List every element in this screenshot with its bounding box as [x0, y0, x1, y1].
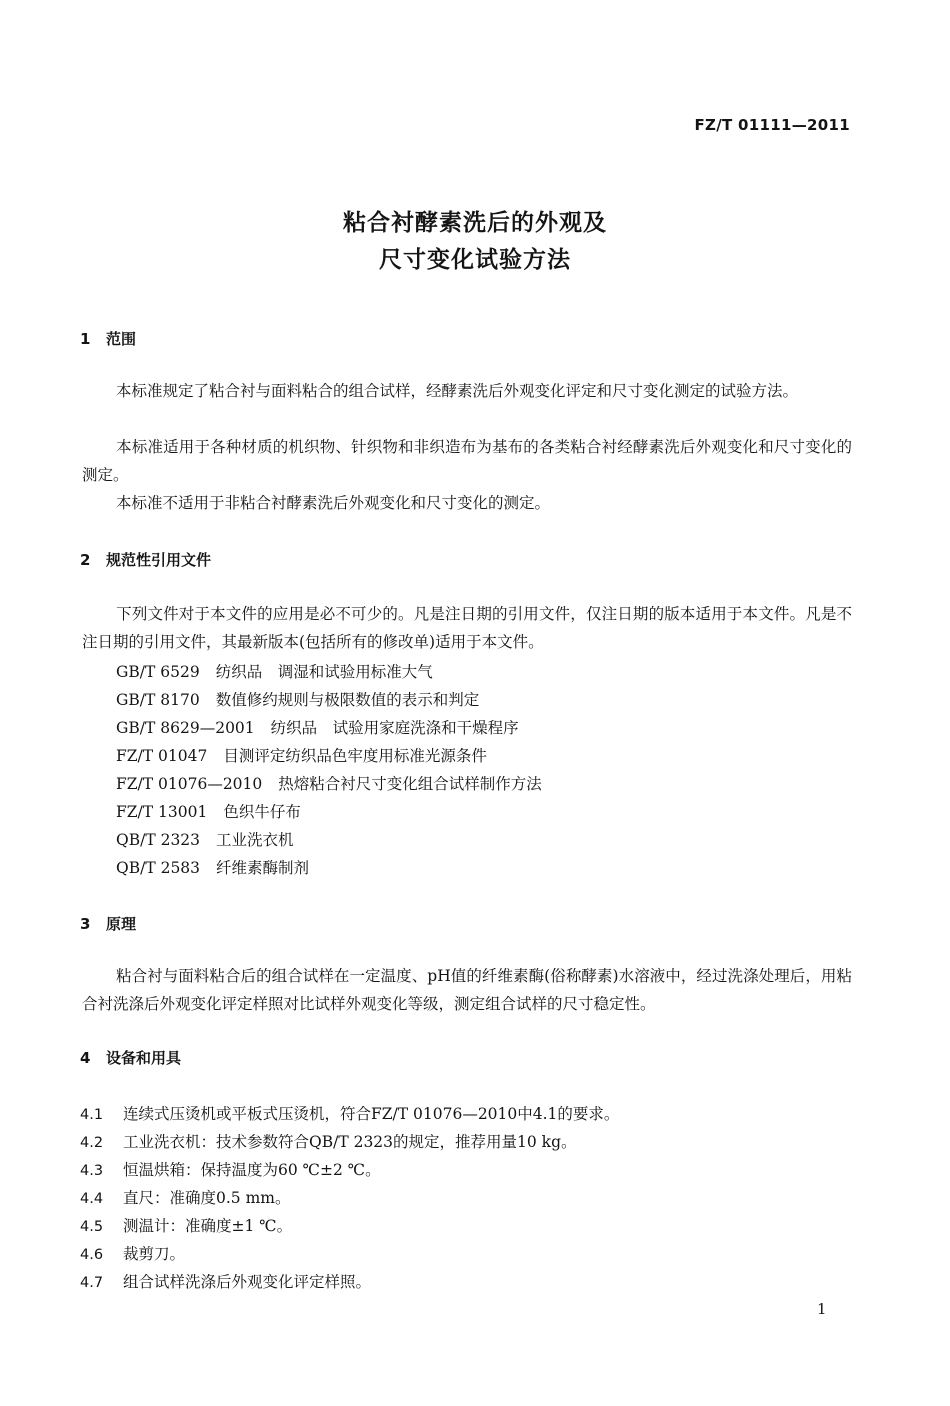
section-1-paragraph-3	[82, 489, 852, 517]
section-2-intro-text: 下列文件对于本文件的应用是必不可少的。凡是注日期的引用文件，仅注日期的版本适用于本文件。凡是不注日期的引用文件，其最新版本(包括所有的修改单)适用于本文件。	[82, 605, 852, 651]
section-4-heading	[80, 1047, 181, 1068]
reference-code: FZ/T 01047	[116, 747, 208, 765]
reference-code: GB/T 6529	[116, 663, 200, 681]
section-1-paragraph-1	[82, 377, 852, 405]
section-3-title: 原理	[106, 915, 137, 933]
equipment-item-text: 恒温烘箱：保持温度为60 ℃±2 ℃。	[123, 1161, 381, 1179]
reference-title: 纺织品 试验用家庭洗涤和干燥程序	[270, 719, 519, 737]
reference-title: 目测评定纺织品色牢度用标准光源条件	[223, 747, 487, 765]
equipment-item-number: 4.2	[80, 1135, 104, 1151]
section-2-intro	[82, 600, 852, 656]
section-1-heading	[80, 328, 136, 349]
equipment-item-number: 4.4	[80, 1191, 104, 1207]
reference-title: 纺织品 调湿和试验用标准大气	[215, 663, 433, 681]
section-3-paragraph-1-text: 粘合衬与面料粘合后的组合试样在一定温度、pH值的纤维素酶(俗称酵素)水溶液中，经过洗涤处理后，用粘合衬洗涤后外观变化评定样照对比试样外观变化等级，测定组合试样的尺寸稳定性。	[82, 967, 852, 1013]
equipment-item	[80, 1186, 290, 1208]
reference-item	[116, 660, 433, 682]
equipment-item-text: 工业洗衣机：技术参数符合QB/T 2323的规定，推荐用量10 kg。	[123, 1133, 577, 1151]
equipment-item-number: 4.6	[80, 1247, 104, 1263]
section-2-heading	[80, 549, 211, 570]
reference-title: 热熔粘合衬尺寸变化组合试样制作方法	[278, 775, 542, 793]
equipment-item-number: 4.3	[80, 1163, 104, 1179]
section-3-paragraph-1	[82, 962, 852, 1018]
equipment-item-number: 4.1	[80, 1107, 104, 1123]
equipment-item-text: 测温计：准确度±1 ℃。	[123, 1217, 293, 1235]
document-title-line-1: 粘合衬酵素洗后的外观及	[343, 210, 607, 236]
document-title-line-2: 尺寸变化试验方法	[379, 247, 571, 273]
equipment-item	[80, 1158, 381, 1180]
section-1-title: 范围	[106, 330, 137, 348]
reference-item	[116, 744, 487, 766]
equipment-item	[80, 1214, 292, 1236]
equipment-item	[80, 1130, 577, 1152]
reference-item	[116, 856, 309, 878]
section-3-heading	[80, 913, 136, 934]
reference-code: FZ/T 01076—2010	[116, 775, 263, 793]
equipment-item	[80, 1102, 619, 1124]
equipment-item-text: 连续式压烫机或平板式压烫机，符合FZ/T 01076—2010中4.1的要求。	[123, 1105, 620, 1123]
reference-item	[116, 828, 294, 850]
reference-code: QB/T 2323	[116, 831, 201, 849]
equipment-item-number: 4.7	[80, 1275, 104, 1291]
reference-title: 数值修约规则与极限数值的表示和判定	[215, 691, 480, 709]
reference-title: 色织牛仔布	[223, 803, 301, 821]
section-1-paragraph-3-text: 本标准不适用于非粘合衬酵素洗后外观变化和尺寸变化的测定。	[116, 494, 551, 512]
section-4-number: 4	[80, 1049, 91, 1067]
equipment-item	[80, 1242, 185, 1264]
reference-title: 工业洗衣机	[216, 831, 294, 849]
reference-item	[116, 800, 301, 822]
equipment-item-text: 组合试样洗涤后外观变化评定样照。	[123, 1273, 372, 1291]
section-1-paragraph-2-text: 本标准适用于各种材质的机织物、针织物和非织造布为基布的各类粘合衬经酵素洗后外观变化和尺寸变化的测定。	[82, 438, 852, 484]
section-2-title: 规范性引用文件	[106, 551, 212, 569]
section-4-title: 设备和用具	[106, 1049, 182, 1067]
equipment-item-text: 直尺：准确度0.5 mm。	[123, 1189, 291, 1207]
equipment-item-number: 4.5	[80, 1219, 104, 1235]
reference-title: 纤维素酶制剂	[216, 859, 310, 877]
reference-code: GB/T 8170	[116, 691, 200, 709]
equipment-item	[80, 1270, 371, 1292]
reference-code: QB/T 2583	[116, 859, 201, 877]
section-3-number: 3	[80, 915, 91, 933]
reference-code: GB/T 8629—2001	[116, 719, 255, 737]
section-1-paragraph-2	[82, 433, 852, 489]
page-number: 1	[817, 1300, 827, 1318]
reference-code: FZ/T 13001	[116, 803, 208, 821]
reference-item	[116, 716, 519, 738]
standard-code: FZ/T 01111—2011	[694, 116, 850, 134]
reference-item	[116, 688, 479, 710]
equipment-item-text: 裁剪刀。	[123, 1245, 186, 1263]
section-2-number: 2	[80, 551, 91, 569]
section-1-paragraph-1-text: 本标准规定了粘合衬与面料粘合的组合试样，经酵素洗后外观变化评定和尺寸变化测定的试验方法。	[116, 382, 799, 400]
section-1-number: 1	[80, 330, 91, 348]
reference-item	[116, 772, 542, 794]
